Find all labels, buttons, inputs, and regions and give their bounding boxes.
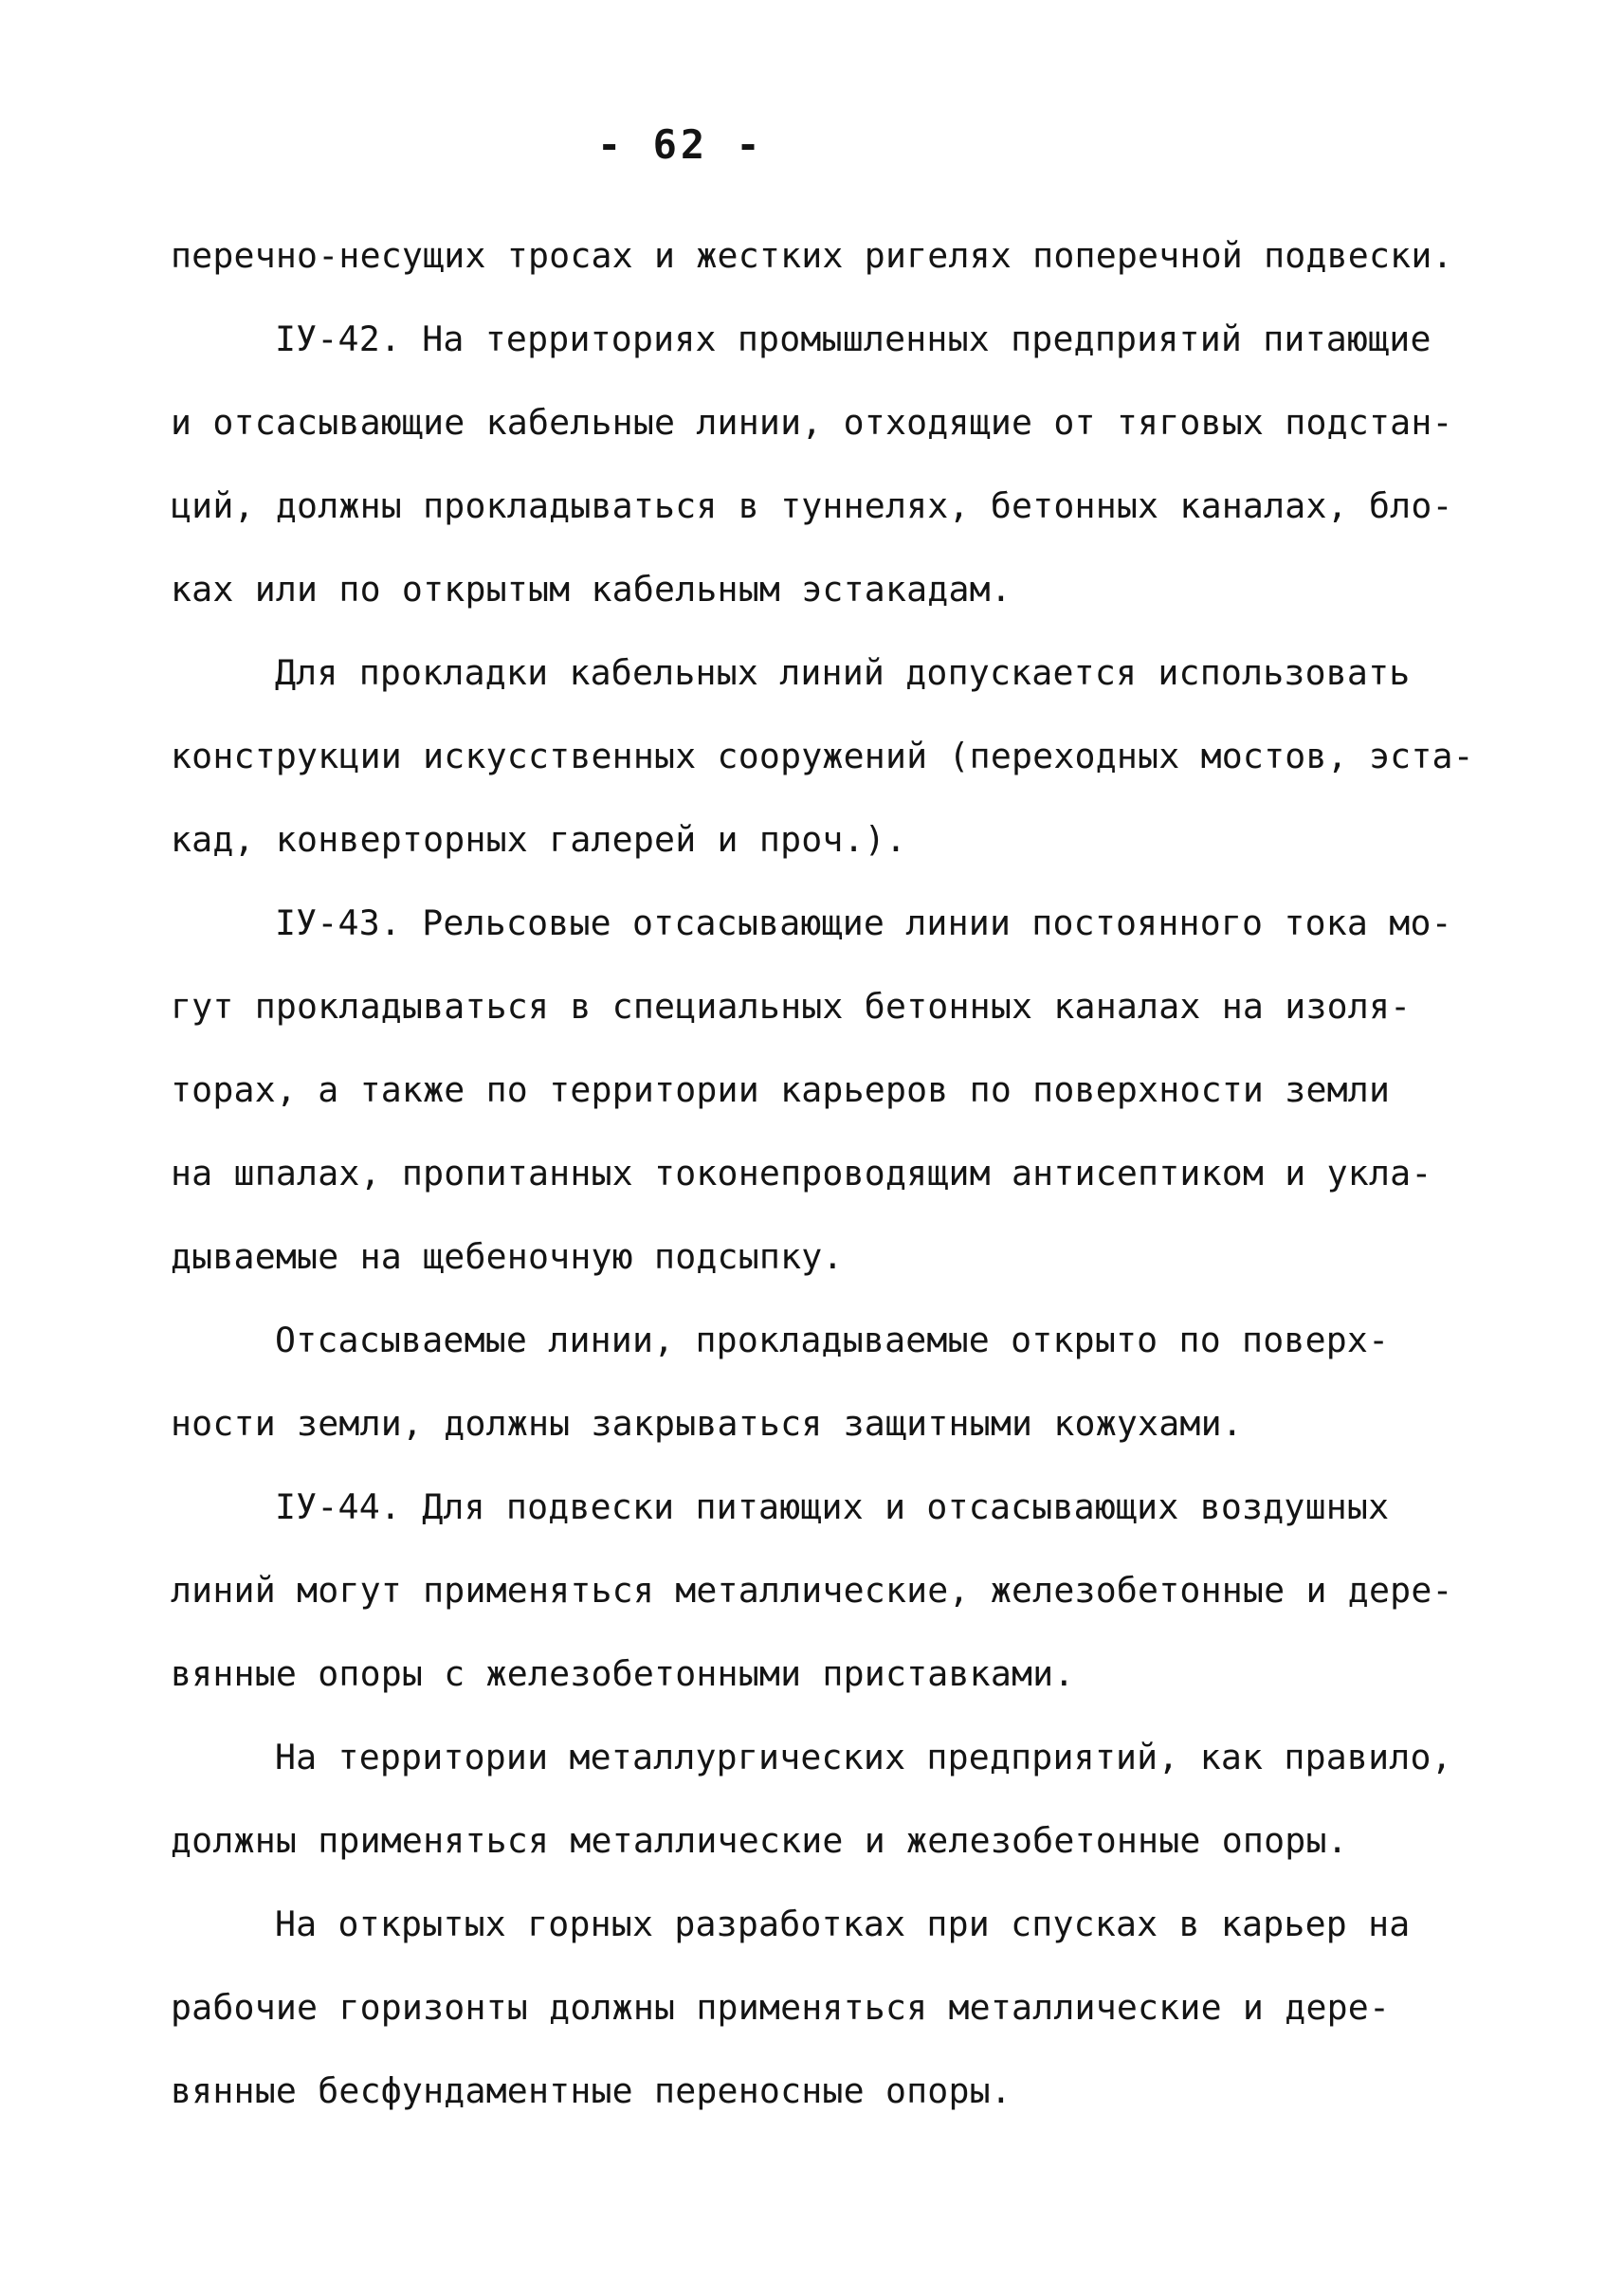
text-line-13: дываемые на щебеночную подсыпку.	[171, 1236, 844, 1277]
text-line-20: должны применяться металлические и железобетонные опоры.	[171, 1820, 1348, 1861]
text-line-2: IУ-42. На территориях промышленных предприятий питающие	[275, 319, 1432, 359]
text-line-9: IУ-43. Рельсовые отсасывающие линии постоянного тока мо-	[275, 902, 1452, 943]
page-number: - 62 -	[597, 121, 764, 168]
text-line-16: IУ-44. Для подвески питающих и отсасывающих воздушных	[275, 1486, 1390, 1527]
text-line-1: перечно-несущих тросах и жестких ригелях поперечной подвески.	[171, 235, 1453, 276]
text-line-23: вянные бесфундаментные переносные опоры.	[171, 2070, 1012, 2111]
text-line-18: вянные опоры с железобетонными приставками.	[171, 1653, 1075, 1694]
text-line-11: торах, а также по территории карьеров по поверхности земли	[171, 1069, 1391, 1110]
text-line-3: и отсасывающие кабельные линии, отходящие от тяговых подстан-	[171, 402, 1453, 443]
text-line-6: Для прокладки кабельных линий допускается использовать	[275, 652, 1411, 693]
text-line-19: На территории металлургических предприятий, как правило,	[275, 1737, 1452, 1777]
text-line-4: ций, должны прокладываться в туннелях, бетонных каналах, бло-	[171, 485, 1453, 526]
text-line-12: на шпалах, пропитанных токонепроводящим антисептиком и укла-	[171, 1153, 1432, 1194]
text-line-5: ках или по открытым кабельным эстакадам.	[171, 569, 1012, 610]
text-line-8: кад, конверторных галерей и проч.).	[171, 819, 907, 860]
text-line-7: конструкции искусственных сооружений (переходных мостов, эста-	[171, 736, 1474, 776]
text-line-17: линий могут применяться металлические, железобетонные и дере-	[171, 1570, 1453, 1611]
text-line-14: Отсасываемые линии, прокладываемые открыто по поверх-	[275, 1320, 1390, 1360]
text-line-10: гут прокладываться в специальных бетонных каналах на изоля-	[171, 986, 1412, 1027]
text-line-22: рабочие горизонты должны применяться металлические и дере-	[171, 1987, 1391, 2028]
text-line-15: ности земли, должны закрываться защитными кожухами.	[171, 1403, 1243, 1444]
text-line-21: На открытых горных разработках при спусках в карьер на	[275, 1904, 1411, 1944]
